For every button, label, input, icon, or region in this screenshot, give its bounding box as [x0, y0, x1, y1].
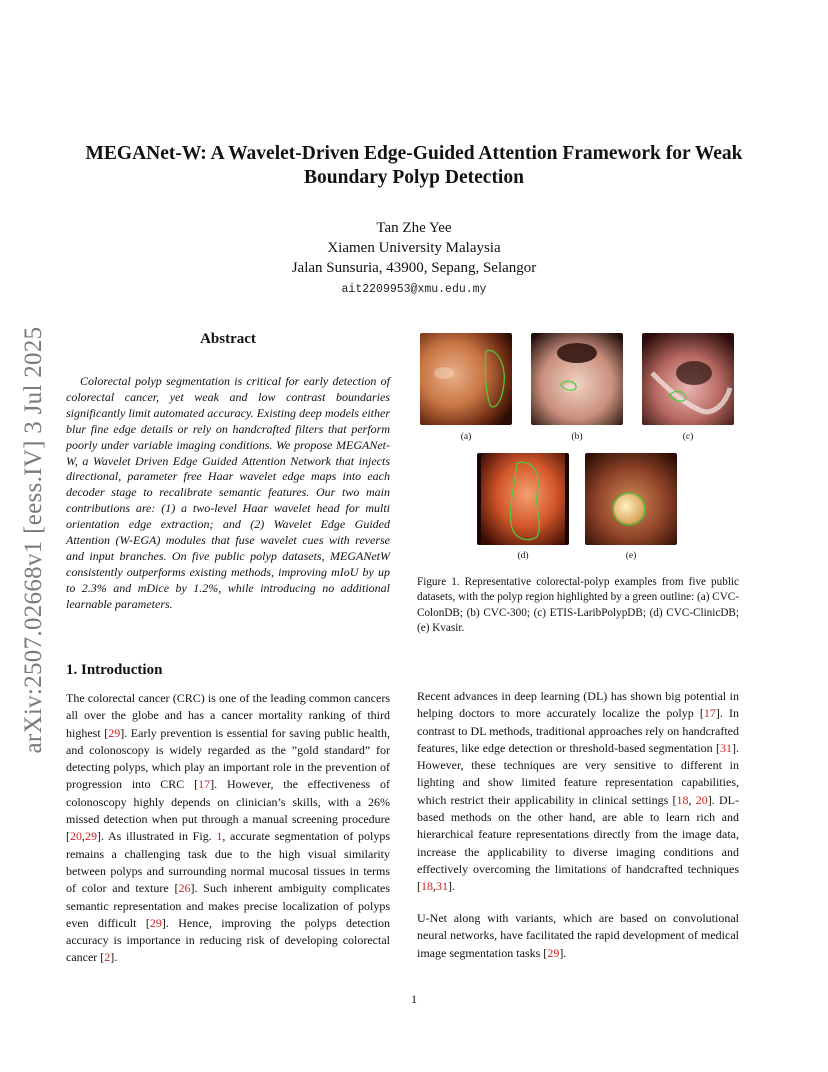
- intro-paragraph-1: The colorectal cancer (CRC) is one of the leading common cancers all over the globe and has a cancer mortality ranking of third highest [29]. Early prevention is essential for saving public health, and colonoscopy is widely regarded as the ”gold standard” for detecting polyps, which play an important role in the prevention of progression into CRC [17]. However, the effectiveness of colonoscopy highly depends on clinician’s skills, with a 26% missed detection when put through a manual screening procedure [20,29]. As illustrated in Fig. 1, accurate segmentation of polyps remains a challenging task due to the high visual similarity between polyps and surrounding normal mucosal tissues in terms of color and texture [26]. Such inherent ambiguity complicates semantic representation and makes precise localization of polyps even difficult [29]. Hence, improving the polyps detection accuracy is importance in reducing risk of developing colorectal cancer [2].: [66, 691, 390, 965]
- author-block: [200, 218, 628, 300]
- citation-link[interactable]: 29: [149, 915, 162, 930]
- text-run: ].: [559, 945, 567, 960]
- polyp-image-e: [585, 453, 677, 545]
- text-run: ]. As illustrated in Fig.: [97, 829, 217, 844]
- figure-link[interactable]: 1: [216, 829, 223, 844]
- text-run: ].: [448, 879, 455, 894]
- intro-paragraph-2: Recent advances in deep learning (DL) has shown big potential in helping doctors to more accurately localize the polyp [17]. In contrast to DL methods, traditional approaches rely on handcrafted features, like edge detection or threshold-based segmentation [31]. However, these techniques are very sensitive to different in lighting and show limited feature representation capabilities, which restrict their applicability in clinical settings [18, 20]. DL-based methods on the other hand, are able to learn rich and hierarchical feature representations directly from the image data, increase the applicability to diverse imaging conditions and effectively overcoming the limitations of handcrafted techniques [18,31].: [417, 689, 739, 894]
- text-run: ]. Hence, improving the polyps detection accuracy is importance in reducing risk of developing colorectal cancer [: [66, 915, 390, 965]
- figure-image-b: [531, 333, 623, 425]
- section-heading-introduction: 1. Introduction: [66, 662, 163, 678]
- citation-link[interactable]: 2: [104, 950, 111, 965]
- citation-link[interactable]: 29: [547, 945, 560, 960]
- abstract-heading: Abstract: [200, 331, 256, 347]
- figure-image-e: [585, 453, 677, 545]
- page-number: 1: [411, 992, 417, 1006]
- author-email[interactable]: ait2209953@xmu.edu.my: [341, 283, 487, 296]
- polyp-image-a: [420, 333, 512, 425]
- figure-label-b: (b): [571, 432, 583, 442]
- figure-label-d: (d): [517, 551, 529, 561]
- text-run: ]. In contrast to DL methods, traditional approaches rely on handcrafted features, like edge detection or threshold-based segmentation [: [417, 706, 739, 755]
- polyp-image-b: [531, 333, 623, 425]
- polyp-image-d: [477, 453, 569, 545]
- title-line-1: MEGANet-W: A Wavelet-Driven Edge-Guided Attention Framework for Weak: [85, 143, 743, 164]
- abstract-body: Colorectal polyp segmentation is critical for early detection of colorectal cancer, yet weak and low contrast boundaries significantly limit automated accuracy. Existing deep models either blur fine edge details or rely on handcrafted filters that perform poorly under variable imaging conditions. We propose MEGANet-W, a Wavelet Driven Edge Guided Attention Network that injects directional, parameter free Haar wavelet edge maps into each decoder stage to recalibrate semantic features. Our two main contributions are: (1) a two-level Haar wavelet head for multi orientation edge extraction; and (2) Wavelet Edge Guided Attention (W-EGA) modules that fuse wavelet cues with reverse and input branches. On five public polyp datasets, MEGANetW consistently outperforms existing methods, improving mIoU by up to 2.3% and mDice by 1.2%, while introducing no additional learnable parameters.: [66, 374, 390, 611]
- text-run: , accurate segmentation of polyps remains a challenging task due to the high visual similarity between polyps and surrounding normal mucosal tissues in terms of color and texture [: [66, 829, 390, 896]
- citation-link[interactable]: 31: [720, 740, 732, 755]
- intro-paragraph-3: [417, 910, 739, 962]
- title-line-2: Boundary Polyp Detection: [304, 167, 524, 188]
- text-run: ]. DL-based methods on the other hand, are able to learn rich and hierarchical feature representations directly from the image data, increase the applicability to diverse imaging conditions and effectively overcoming the limitations of handcrafted techniques [: [417, 792, 739, 894]
- author-affiliation: Xiamen University Malaysia: [327, 240, 501, 256]
- figure-image-a: [420, 333, 512, 425]
- arxiv-sidebar: [14, 305, 54, 775]
- arxiv-identifier[interactable]: arXiv:2507.02668v1 [eess.IV] 3 Jul 2025: [20, 326, 47, 754]
- text-run: ]. However, these techniques are very sensitive to different in lighting and show limited feature representation capabilities, which restrict their applicability in clinical settings [: [417, 740, 739, 807]
- author-name: Tan Zhe Yee: [376, 220, 452, 236]
- citation-link[interactable]: 20: [695, 792, 708, 807]
- citation-link[interactable]: 20: [70, 829, 82, 844]
- text-run: The colorectal cancer (CRC) is one of the leading common cancers all over the globe and has a cancer mortality ranking of third highest [: [66, 691, 390, 740]
- text-run: Recent advances in deep learning (DL) has shown big potential in helping doctors to more accurately localize the polyp [: [417, 689, 739, 721]
- figure-label-e: (e): [625, 551, 637, 561]
- text-run: ]. Early prevention is essential for saving public health, and colonoscopy is widely regarded as the ”gold standard” for detecting polyps, which play an important role in the prevention of progression into CRC [: [66, 725, 390, 792]
- figure-label-a: (a): [460, 432, 472, 442]
- author-address: Jalan Sunsuria, 43900, Sepang, Selangor: [291, 260, 537, 276]
- citation-link[interactable]: 29: [108, 725, 121, 740]
- figure-image-c: [642, 333, 734, 425]
- citation-link[interactable]: 26: [178, 881, 191, 896]
- citation-link[interactable]: 17: [703, 706, 716, 721]
- citation-link[interactable]: 18: [421, 879, 433, 894]
- citation-link[interactable]: 31: [436, 879, 448, 894]
- citation-link[interactable]: 18: [676, 792, 689, 807]
- paper-title: [40, 142, 788, 190]
- figure-label-c: (c): [682, 432, 694, 442]
- figure-image-d: [477, 453, 569, 545]
- text-run: ]. Such inherent ambiguity complicates semantic representation and makes precise localization of polyps even difficult [: [66, 881, 390, 930]
- text-run: U-Net along with variants, which are based on convolutional neural networks, have facilitated the rapid development of medical image segmentation tasks [: [417, 911, 739, 960]
- polyp-image-c: [642, 333, 734, 425]
- citation-link[interactable]: 17: [198, 777, 211, 792]
- citation-link[interactable]: 29: [85, 829, 97, 844]
- text-run: ].: [110, 950, 118, 965]
- text-run: ]. However, the effectiveness of colonoscopy highly depends on clinician’s skills, with a 26% missed detection when put through a manual screening procedure [: [66, 777, 390, 844]
- figure-caption: Figure 1. Representative colorectal-polyp examples from five public datasets, with the polyp region highlighted by a green outline: (a) CVC-ColonDB; (b) CVC-300; (c) ETIS-LaribPolypDB; (d) CVC-ClinicDB; (e) Kvasir.: [417, 576, 739, 635]
